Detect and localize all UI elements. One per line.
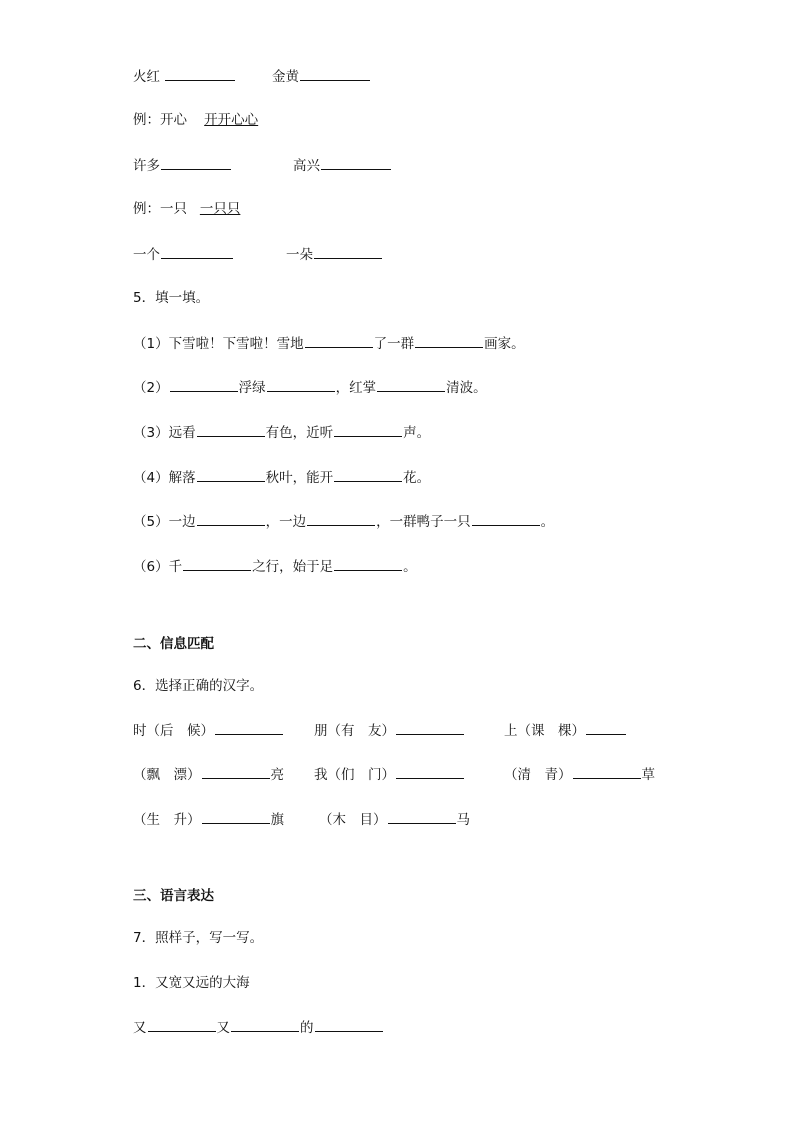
answer-blank[interactable]: [161, 155, 231, 170]
q5-item-3: （3）远看 有色，近听 声。: [133, 422, 430, 442]
example-answer: 一只只: [199, 201, 241, 217]
section-2-heading: 二、信息匹配: [133, 636, 214, 652]
example-answer: 开开心心: [204, 112, 259, 128]
answer-blank[interactable]: [202, 809, 270, 824]
answer-blank[interactable]: [314, 244, 382, 259]
q5-item-4: （4）解落 秋叶，能开 花。: [133, 467, 430, 487]
section-3-heading: 三、语言表达: [133, 888, 214, 904]
answer-blank[interactable]: [197, 467, 265, 482]
answer-blank[interactable]: [573, 764, 641, 779]
answer-blank[interactable]: [415, 333, 483, 348]
answer-blank[interactable]: [396, 764, 464, 779]
answer-blank[interactable]: [305, 333, 373, 348]
answer-blank[interactable]: [197, 511, 265, 526]
answer-blank[interactable]: [231, 1017, 299, 1032]
answer-blank[interactable]: [334, 422, 402, 437]
answer-blank[interactable]: [170, 377, 238, 392]
answer-blank[interactable]: [388, 809, 456, 824]
q5-item-6: （6）千 之行，始于足 。: [133, 556, 417, 576]
q7-answer-row: 又 又 的: [133, 1017, 384, 1037]
answer-blank[interactable]: [300, 66, 370, 81]
answer-blank[interactable]: [148, 1017, 216, 1032]
example-measure: 例：一只 一只只: [133, 201, 241, 217]
answer-blank[interactable]: [321, 155, 391, 170]
answer-blank[interactable]: [183, 556, 251, 571]
answer-blank[interactable]: [307, 511, 375, 526]
answer-blank[interactable]: [315, 1017, 383, 1032]
answer-blank[interactable]: [202, 764, 270, 779]
question-6-title: 6．选择正确的汉字。: [133, 678, 264, 694]
example-aabb: 例：开心 开开心心: [133, 112, 259, 128]
answer-blank[interactable]: [334, 556, 402, 571]
answer-blank[interactable]: [586, 720, 626, 735]
q7-example: 1．又宽又远的大海: [133, 975, 250, 991]
q5-item-5: （5）一边 ，一边 ，一群鸭子一只 。: [133, 511, 554, 531]
answer-blank[interactable]: [165, 66, 235, 81]
answer-blank[interactable]: [215, 720, 283, 735]
question-5-title: 5．填一填。: [133, 290, 210, 306]
question-7-title: 7．照样子，写一写。: [133, 930, 264, 946]
answer-blank[interactable]: [334, 467, 402, 482]
q5-item-2: （2） 浮绿 ，红掌 清波。: [133, 377, 487, 397]
answer-blank[interactable]: [472, 511, 540, 526]
answer-blank[interactable]: [161, 244, 233, 259]
word-huohong: 火红: [133, 66, 236, 87]
word-jinhuang: 金黄: [272, 66, 371, 87]
answer-blank[interactable]: [377, 377, 445, 392]
answer-blank[interactable]: [197, 422, 265, 437]
answer-blank[interactable]: [396, 720, 464, 735]
answer-blank[interactable]: [267, 377, 335, 392]
q5-item-1: （1）下雪啦！下雪啦！雪地 了一群 画家。: [133, 333, 525, 353]
